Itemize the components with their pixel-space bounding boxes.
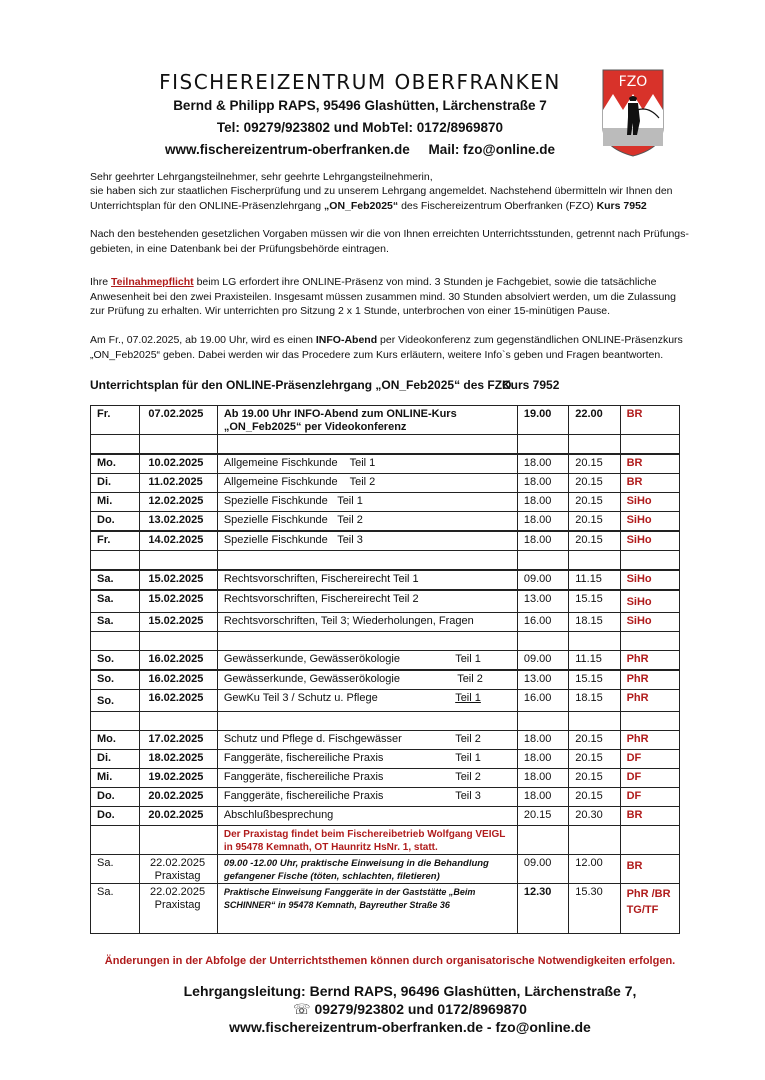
table-cell: Spezielle Fischkunde Teil 1 <box>217 493 517 512</box>
table-cell: 13.00 <box>517 670 568 690</box>
table-cell: Mi. <box>91 769 140 788</box>
org-title: FISCHEREIZENTRUM OBERFRANKEN <box>159 70 561 94</box>
table-cell: Allgemeine Fischkunde Teil 2 <box>217 474 517 493</box>
spacer-row <box>91 712 680 731</box>
table-cell: Fanggeräte, fischereiliche Praxis Teil 2 <box>217 769 517 788</box>
table-row <box>91 613 680 632</box>
table-cell: Rechtsvorschriften, Teil 3; Wiederholungen, Fragen <box>217 613 517 632</box>
table-cell: 15.30 <box>569 884 620 934</box>
table-cell: 14.02.2025 <box>140 531 218 551</box>
phone-icon: ☏ <box>293 1001 311 1017</box>
table-cell: 11.15 <box>569 651 620 671</box>
table-cell: Fanggeräte, fischereiliche Praxis Teil 1 <box>217 750 517 769</box>
table-cell: 12.00 <box>569 855 620 884</box>
table-cell: Sa. <box>91 613 140 632</box>
table-row <box>91 670 680 690</box>
table-cell: 20.15 <box>569 788 620 807</box>
table-cell: SiHo <box>620 531 679 551</box>
table-cell: 18.00 <box>517 731 568 750</box>
table-cell: 09.00 <box>517 570 568 590</box>
table-cell <box>91 435 140 455</box>
table-cell: 18.00 <box>517 750 568 769</box>
table-cell: PhR <box>620 670 679 690</box>
table-cell: 18.02.2025 <box>140 750 218 769</box>
table-cell <box>569 632 620 651</box>
table-cell: 18.00 <box>517 493 568 512</box>
table-cell <box>620 551 679 571</box>
table-cell: PhR <box>620 731 679 750</box>
table-cell: Gewässerkunde, Gewässerökologie Teil 1 <box>217 651 517 671</box>
table-cell: 16.00 <box>517 690 568 712</box>
table-cell <box>91 712 140 731</box>
greeting: Sehr geehrter Lehrgangsteilnehmer, sehr geehrte Lehrgangsteilnehmerin, <box>90 171 433 183</box>
table-cell: Fr. <box>91 531 140 551</box>
table-cell: Mo. <box>91 454 140 474</box>
table-cell: 11.02.2025 <box>140 474 218 493</box>
table-cell: So. <box>91 651 140 671</box>
table-cell: So. <box>91 670 140 690</box>
course-lead: Lehrgangsleitung: Bernd RAPS, 96496 Glashütten, Lärchenstraße 7, <box>183 983 637 999</box>
table-cell: 13.02.2025 <box>140 512 218 532</box>
table-cell: 10.02.2025 <box>140 454 218 474</box>
table-cell: 20.30 <box>569 807 620 826</box>
table-cell: Abschlußbesprechung <box>217 807 517 826</box>
table-cell: Mi. <box>91 493 140 512</box>
table-cell: 20.15 <box>569 512 620 532</box>
table-cell: 20.02.2025 <box>140 807 218 826</box>
table-row <box>91 651 680 671</box>
table-cell <box>217 632 517 651</box>
table-cell <box>140 435 218 455</box>
table-cell: 17.02.2025 <box>140 731 218 750</box>
table-cell <box>569 435 620 455</box>
intro-paragraph-1: sie haben sich zur staatlichen Fischerprüfung und zu unserem Lehrgang angemeldet. Nachstehend übermitteln wir Ihnen den Unterrichtsplan für den ONLINE-Präsenzlehrgang „ON_Feb2025“ des Fischereizentrum Oberfranken (FZO) Kurs 7952 <box>90 185 673 212</box>
table-cell: 11.15 <box>569 570 620 590</box>
org-address: Bernd & Philipp RAPS, 95496 Glashütten, Lärchenstraße 7 <box>173 98 547 113</box>
table-cell <box>569 826 620 855</box>
table-cell <box>620 826 679 855</box>
table-cell: Praktische Einweisung Fanggeräte in der Gaststätte „Beim SCHINNER“ in 95478 Kemnath, Bayreuther Straße 36 <box>217 884 517 934</box>
table-cell: 16.02.2025 <box>140 651 218 671</box>
course-lead-phone: ☏ 09279/923802 und 0172/8969870 <box>293 1001 527 1017</box>
table-cell: Sa. <box>91 855 140 884</box>
table-cell: 15.02.2025 <box>140 570 218 590</box>
table-cell: 20.15 <box>569 750 620 769</box>
spacer-row <box>91 551 680 571</box>
table-row <box>91 406 680 435</box>
table-cell: 20.15 <box>569 474 620 493</box>
table-cell: 12.02.2025 <box>140 493 218 512</box>
table-cell: SiHo <box>620 512 679 532</box>
table-row <box>91 474 680 493</box>
table-cell: Sa. <box>91 884 140 934</box>
table-cell <box>91 632 140 651</box>
table-cell <box>140 551 218 571</box>
table-cell <box>620 435 679 455</box>
table-cell: DF <box>620 769 679 788</box>
table-cell <box>569 551 620 571</box>
table-cell: Gewässerkunde, Gewässerökologie Teil 2 <box>217 670 517 690</box>
table-cell: PhR /BR TG/TF <box>620 884 679 934</box>
table-cell: So. <box>91 690 140 712</box>
table-row <box>91 769 680 788</box>
table-cell: DF <box>620 788 679 807</box>
table-cell: 22.02.2025 Praxistag <box>140 884 218 934</box>
table-cell: 18.15 <box>569 690 620 712</box>
intro-paragraph-3: Ihre Teilnahmepflicht beim LG erfordert ihre ONLINE-Präsenz von mind. 3 Stunden je Fachgebiet, sowie die tatsächliche Anwesenheit bei den zwei Praxisteilen. Insgesamt müssen zusammen mind. 30 Stunden absolviert werden, um die Zulassung zur Prüfung zu erhalten. Wir unterrichten pro Sitzung 2 x 1 Stunde, unterbrochen von einer 15-minütigen Pause. <box>90 276 676 317</box>
table-cell <box>140 712 218 731</box>
table-row <box>91 855 680 884</box>
table-cell: Sa. <box>91 590 140 613</box>
praxistag-note-row <box>91 826 680 855</box>
praxistag-note: Der Praxistag findet beim Fischereibetrieb Wolfgang VEIGL in 95478 Kemnath, OT Haunritz HsNr. 1, statt. <box>217 826 517 855</box>
table-cell: 07.02.2025 <box>140 406 218 435</box>
table-cell: 16.02.2025 <box>140 670 218 690</box>
table-cell: BR <box>620 454 679 474</box>
table-cell: 20.15 <box>517 807 568 826</box>
table-cell: 22.00 <box>569 406 620 435</box>
table-cell: Do. <box>91 788 140 807</box>
table-row <box>91 690 680 712</box>
intro-paragraph-2: Nach den bestehenden gesetzlichen Vorgaben müssen wir die von Ihnen erreichten Unterrichtsstunden, getrennt nach Prüfungs-gebieten, in eine Datenbank bei der Prüfungsbehörde eintragen. <box>90 228 689 255</box>
table-row <box>91 807 680 826</box>
table-cell: BR <box>620 474 679 493</box>
table-row <box>91 731 680 750</box>
plan-course-number: Kurs 7952 <box>502 378 560 392</box>
table-cell: 18.15 <box>569 613 620 632</box>
schedule-table <box>90 405 680 934</box>
table-cell: 12.30 <box>517 884 568 934</box>
table-cell: Allgemeine Fischkunde Teil 1 <box>217 454 517 474</box>
table-cell: 15.02.2025 <box>140 613 218 632</box>
table-cell: 16.00 <box>517 613 568 632</box>
table-row <box>91 884 680 934</box>
table-cell <box>620 632 679 651</box>
table-cell: 20.15 <box>569 769 620 788</box>
table-row <box>91 750 680 769</box>
table-cell: 09.00 <box>517 651 568 671</box>
table-cell <box>517 826 568 855</box>
table-cell: BR <box>620 855 679 884</box>
table-cell: 18.00 <box>517 454 568 474</box>
table-cell: 16.02.2025 <box>140 690 218 712</box>
table-cell: SiHo <box>620 613 679 632</box>
table-cell: BR <box>620 406 679 435</box>
table-cell: 15.15 <box>569 670 620 690</box>
table-row <box>91 454 680 474</box>
table-cell: 20.15 <box>569 731 620 750</box>
plan-heading: Unterrichtsplan für den ONLINE-Präsenzlehrgang „ON_Feb2025“ des FZO <box>90 378 512 392</box>
table-cell <box>91 826 140 855</box>
org-phone: Tel: 09279/923802 und MobTel: 0172/8969870 <box>216 120 504 135</box>
table-cell <box>620 712 679 731</box>
table-cell: PhR <box>620 651 679 671</box>
table-cell: Ab 19.00 Uhr INFO-Abend zum ONLINE-Kurs „ON_Feb2025“ per Videokonferenz <box>217 406 517 435</box>
changes-notice: Änderungen in der Abfolge der Unterrichtsthemen können durch organisatorische Notwendigkeiten erfolgen. <box>104 955 676 967</box>
table-cell: 18.00 <box>517 512 568 532</box>
table-cell: 19.02.2025 <box>140 769 218 788</box>
table-cell: PhR <box>620 690 679 712</box>
table-cell: 20.02.2025 <box>140 788 218 807</box>
table-cell: Rechtsvorschriften, Fischereirecht Teil 2 <box>217 590 517 613</box>
table-cell <box>217 712 517 731</box>
table-cell: GewKu Teil 3 / Schutz u. Pflege Teil 1 <box>217 690 517 712</box>
table-cell: 18.00 <box>517 474 568 493</box>
table-cell: SiHo <box>620 493 679 512</box>
spacer-row <box>91 435 680 455</box>
table-cell <box>517 712 568 731</box>
table-cell: Spezielle Fischkunde Teil 2 <box>217 512 517 532</box>
table-cell: DF <box>620 750 679 769</box>
table-cell: 09.00 <box>517 855 568 884</box>
table-cell: Di. <box>91 474 140 493</box>
teilnahmepflicht-link: Teilnahmepflicht <box>111 276 194 288</box>
table-cell <box>140 826 218 855</box>
table-cell: BR <box>620 807 679 826</box>
table-cell: 09.00 -12.00 Uhr, praktische Einweisung in die Behandlung gefangener Fische (töten, schlachten, filetieren) <box>217 855 517 884</box>
table-row <box>91 788 680 807</box>
table-cell: Do. <box>91 512 140 532</box>
table-cell <box>569 712 620 731</box>
table-cell: Schutz und Pflege d. Fischgewässer Teil 2 <box>217 731 517 750</box>
table-cell: Fr. <box>91 406 140 435</box>
table-cell: Spezielle Fischkunde Teil 3 <box>217 531 517 551</box>
spacer-row <box>91 632 680 651</box>
table-cell: 15.15 <box>569 590 620 613</box>
table-row <box>91 512 680 532</box>
svg-text:FZO: FZO <box>618 74 648 90</box>
table-cell: 20.15 <box>569 454 620 474</box>
table-cell <box>140 632 218 651</box>
table-cell: Di. <box>91 750 140 769</box>
table-cell: Rechtsvorschriften, Fischereirecht Teil 1 <box>217 570 517 590</box>
table-cell <box>91 551 140 571</box>
org-web-mail[interactable]: www.fischereizentrum-oberfranken.de Mail: fzo@online.de <box>165 142 555 157</box>
intro-paragraph-4: Am Fr., 07.02.2025, ab 19.00 Uhr, wird es einen INFO-Abend per Videokonferenz zum gegenständlichen ONLINE-Präsenzkurs „ON_Feb2025“ geben. Dabei werden wir das Procedere zum Kurs erläutern, weitere Info`s geben und Fragen beantworten. <box>90 334 683 361</box>
table-cell: Do. <box>91 807 140 826</box>
table-cell: 15.02.2025 <box>140 590 218 613</box>
table-cell: 22.02.2025 Praxistag <box>140 855 218 884</box>
fzo-logo <box>601 68 665 158</box>
course-lead-web-mail[interactable]: www.fischereizentrum-oberfranken.de - fzo@online.de <box>229 1019 591 1035</box>
table-cell: 20.15 <box>569 493 620 512</box>
table-cell: 18.00 <box>517 531 568 551</box>
table-cell: 20.15 <box>569 531 620 551</box>
table-cell <box>217 435 517 455</box>
table-cell: 13.00 <box>517 590 568 613</box>
table-cell <box>517 551 568 571</box>
table-cell: SiHo <box>620 590 679 613</box>
table-cell <box>217 551 517 571</box>
table-row <box>91 493 680 512</box>
table-cell <box>517 632 568 651</box>
table-cell: 18.00 <box>517 769 568 788</box>
table-cell: Mo. <box>91 731 140 750</box>
table-cell: SiHo <box>620 570 679 590</box>
table-row <box>91 531 680 551</box>
table-cell: 19.00 <box>517 406 568 435</box>
table-cell: Fanggeräte, fischereiliche Praxis Teil 3 <box>217 788 517 807</box>
table-cell <box>517 435 568 455</box>
table-cell: Sa. <box>91 570 140 590</box>
table-row <box>91 570 680 590</box>
table-row <box>91 590 680 613</box>
table-cell: 18.00 <box>517 788 568 807</box>
